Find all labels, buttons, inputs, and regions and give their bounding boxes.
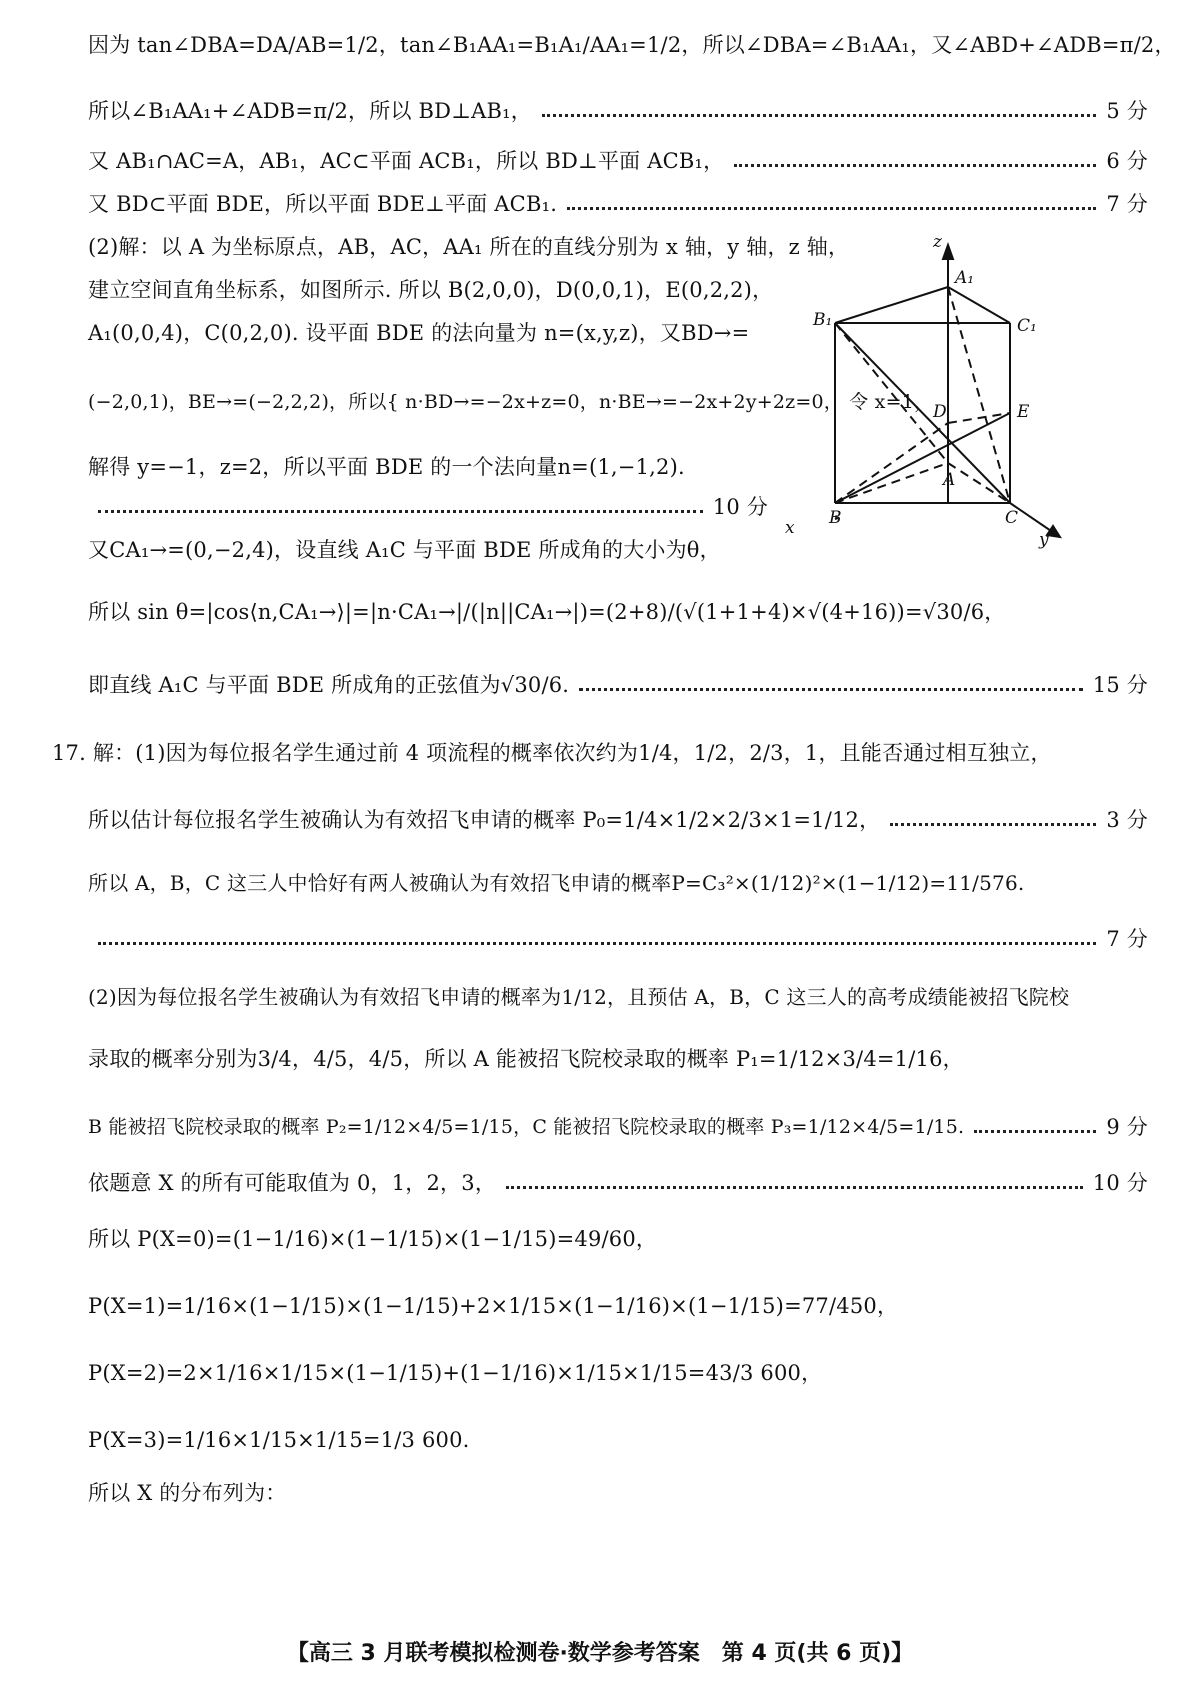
segment-BD <box>835 423 948 503</box>
leader-dots <box>890 823 1096 826</box>
line-text: 所以 P(X=0)=(1−1/16)×(1−1/15)×(1−1/15)=49/60， <box>88 1227 658 1251</box>
text-line <box>88 868 1024 898</box>
line-text: A₁(0,0,4)，C(0,2,0). 设平面 BDE 的法向量为 n=(x,y,z)，又BD→= <box>88 321 750 345</box>
text-line <box>88 1358 822 1388</box>
line-text: 录取的概率分别为3/4，4/5，4/5，所以 A 能被招飞院校录取的概率 P₁=1/12×3/4=1/16， <box>88 1047 964 1071</box>
page-footer: 【高三 3 月联考模拟检测卷·数学参考答案 第 4 页(共 6 页)】 <box>286 1641 914 1666</box>
text-line <box>88 597 1005 627</box>
label-B1: B₁ <box>813 310 833 330</box>
segment-BE <box>835 413 1010 503</box>
leader-dots <box>579 688 1083 691</box>
leader-dots <box>974 1130 1096 1133</box>
text-line <box>88 30 1176 60</box>
scored-line <box>88 1168 1148 1198</box>
scored-line <box>88 492 768 522</box>
segment-B1C <box>835 323 1010 503</box>
y-axis-arrow <box>1047 526 1060 537</box>
points: 3 分 <box>1106 808 1148 832</box>
scored-line <box>88 670 1148 700</box>
text-line <box>88 1224 657 1254</box>
line-text: (2)因为每位报名学生被确认为有效招飞申请的概率为1/12，且预估 A，B，C 这三人的高考成绩能被招飞院校 <box>88 985 1070 1009</box>
points: 10 分 <box>712 495 768 519</box>
text-line <box>88 232 850 262</box>
question-17-line <box>52 738 1052 768</box>
text-line <box>88 275 833 305</box>
points: 6 分 <box>1106 149 1148 173</box>
scored-line <box>88 1112 1148 1142</box>
label-A1: A₁ <box>955 268 975 288</box>
scored-line <box>88 924 1148 954</box>
scored-line <box>88 146 1148 176</box>
prism-figure <box>813 232 1155 575</box>
label-D: D <box>933 402 947 422</box>
points: 7 分 <box>1106 927 1148 951</box>
edge-AB <box>835 463 948 503</box>
text-line <box>88 535 833 565</box>
points: 7 分 <box>1106 192 1148 216</box>
text-line <box>88 1478 287 1508</box>
text-line <box>88 318 833 348</box>
scored-line <box>88 189 1148 219</box>
line-text: 依题意 X 的所有可能取值为 0，1，2，3， <box>88 1171 497 1195</box>
line-text: 因为 tan∠DBA=DA/AB=1/2，tan∠B₁AA₁=B₁A₁/AA₁=1/2，所以∠DBA=∠B₁AA₁，又∠ABD+∠ADB=π/2， <box>88 33 1176 57</box>
line-text: 解得 y=−1，z=2，所以平面 BDE 的一个法向量n=(1,−1,2). <box>88 455 685 479</box>
line-text: 所以估计每位报名学生被确认为有效招飞申请的概率 P₀=1/4×1/2×2/3×1=1/12， <box>88 808 881 832</box>
line-text: P(X=2)=2×1/16×1/15×(1−1/15)+(1−1/16)×1/15×1/15=43/3 600， <box>88 1361 823 1385</box>
leader-dots <box>734 164 1096 167</box>
points: 5 分 <box>1106 99 1148 123</box>
text-line <box>88 982 1069 1012</box>
line-text: P(X=3)=1/16×1/15×1/15=1/3 600. <box>88 1428 470 1452</box>
line-text: 又 AB₁∩AC=A，AB₁，AC⊂平面 ACB₁，所以 BD⊥平面 ACB₁， <box>88 149 725 173</box>
points: 10 分 <box>1092 1171 1148 1195</box>
line-text: B 能被招飞院校录取的概率 P₂=1/12×4/5=1/15，C 能被招飞院校录取的概率 P₃=1/12×4/5=1/15. <box>88 1116 965 1138</box>
text-line <box>88 386 934 417</box>
edge-AC <box>948 463 1010 503</box>
label-y: y <box>1039 530 1049 550</box>
line-text: 所以 X 的分布列为： <box>88 1481 287 1505</box>
line-text: 建立空间直角坐标系，如图所示. 所以 B(2,0,0)，D(0,0,1)，E(0,2,2)， <box>88 278 774 302</box>
line-text: 所以 A，B，C 这三人中恰好有两人被确认为有效招飞申请的概率P=C₃²×(1/12)²×(1−1/12)=11/576. <box>88 871 1025 895</box>
scored-line <box>88 805 1148 835</box>
line-text: 又 BD⊂平面 BDE，所以平面 BDE⊥平面 ACB₁. <box>88 192 558 216</box>
points: 9 分 <box>1106 1115 1148 1139</box>
label-C: C <box>1005 508 1019 528</box>
text-line <box>88 1291 898 1321</box>
line-text: (2)解：以 A 为坐标原点，AB，AC，AA₁ 所在的直线分别为 x 轴，y 轴，z 轴， <box>88 235 850 259</box>
z-axis-arrow <box>943 245 953 259</box>
line-text: 又CA₁→=(0,−2,4)，设直线 A₁C 与平面 BDE 所成角的大小为θ， <box>88 538 721 562</box>
points: 15 分 <box>1092 673 1148 697</box>
edge-B1A1 <box>835 287 948 323</box>
line-text: 所以 sin θ=|cos⟨n,CA₁→⟩|=|n·CA₁→|/(|n||CA₁→|)=(2+8)/(√(1+1+4)×√(4+16))=√30/6， <box>88 600 1006 624</box>
leader-dots <box>506 1186 1083 1189</box>
label-z: z <box>933 232 942 252</box>
label-x: x <box>785 518 795 538</box>
scored-line <box>88 96 1148 126</box>
leader-dots <box>98 942 1096 945</box>
line-text: (−2,0,1)，BE→=(−2,2,2)，所以{ n·BD→=−2x+z=0，n·BE→=−2x+2y+2z=0， 令 x=1， <box>88 391 934 413</box>
label-C1: C₁ <box>1017 316 1037 336</box>
text-line <box>88 1044 964 1074</box>
line-text: 所以∠B₁AA₁+∠ADB=π/2，所以 BD⊥AB₁， <box>88 99 532 123</box>
label-A: A <box>943 470 956 490</box>
leader-dots <box>98 510 703 513</box>
line-text: 即直线 A₁C 与平面 BDE 所成角的正弦值为√30/6. <box>88 673 570 697</box>
text-line <box>88 1425 470 1455</box>
segment-B1A <box>835 323 948 463</box>
text-line <box>88 452 833 482</box>
label-E: E <box>1017 402 1030 422</box>
leader-dots <box>542 114 1096 117</box>
line-text: P(X=1)=1/16×(1−1/15)×(1−1/15)+2×1/15×(1−1/16)×(1−1/15)=77/450， <box>88 1294 899 1318</box>
line-text: 17. 解：(1)因为每位报名学生通过前 4 项流程的概率依次约为1/4，1/2，2/3，1，且能否通过相互独立， <box>52 741 1052 765</box>
label-B: B <box>829 508 842 528</box>
leader-dots <box>567 207 1096 210</box>
